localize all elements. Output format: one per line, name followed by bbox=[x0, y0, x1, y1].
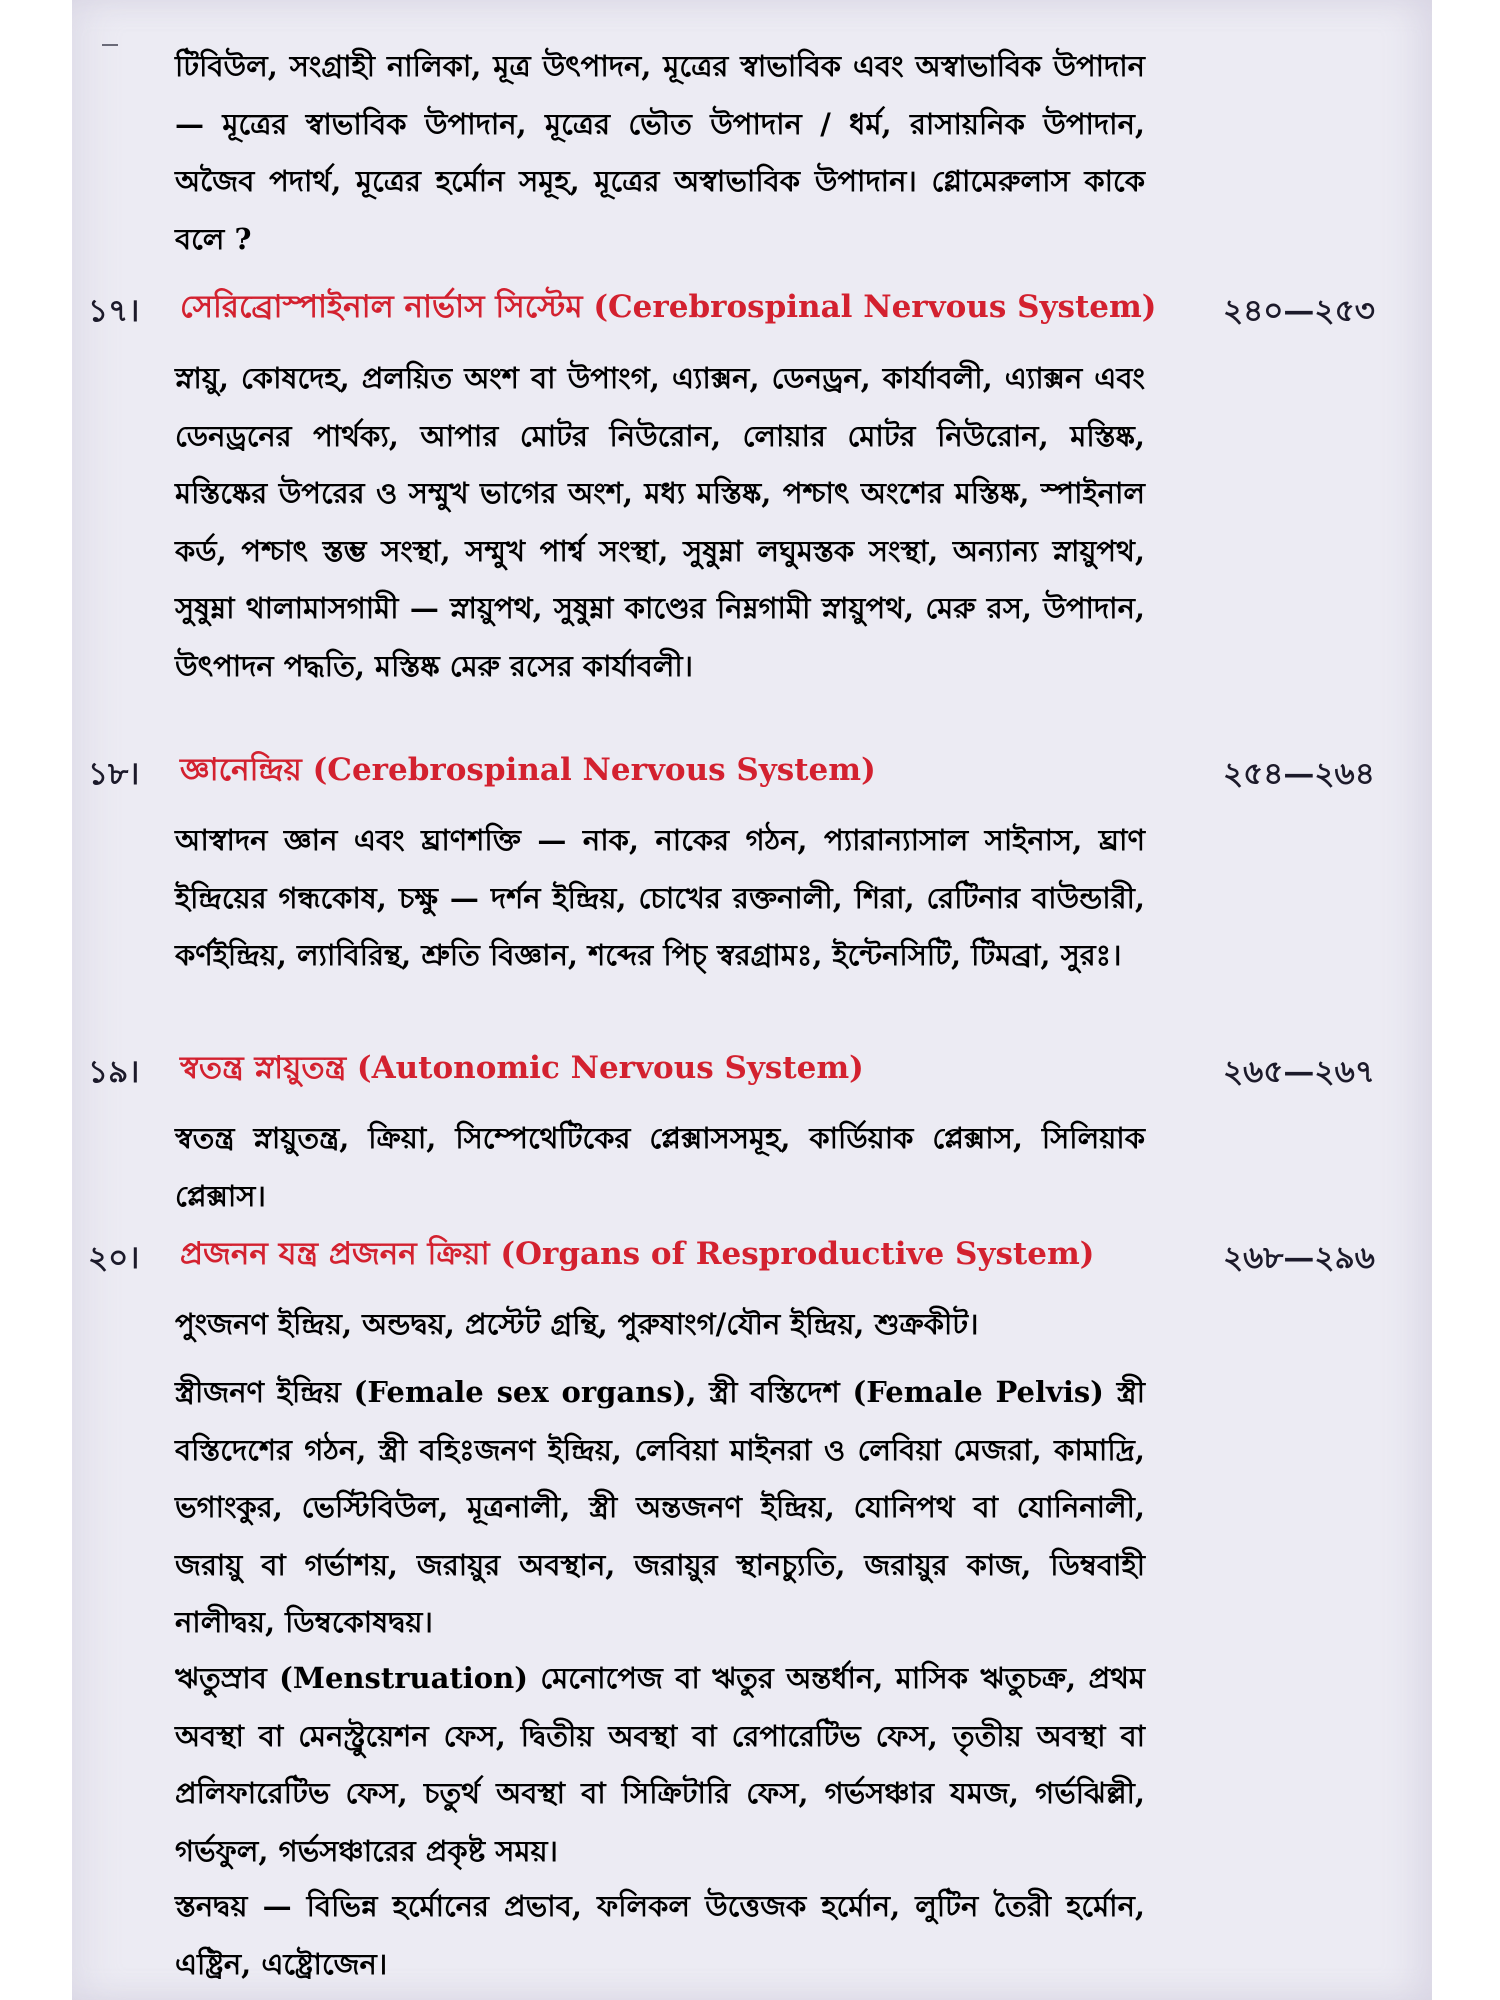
section-body-19 bbox=[175, 1110, 1145, 1225]
section-number: ১৯। bbox=[88, 1054, 140, 1090]
section-heading-17 bbox=[0, 277, 1500, 335]
page-range: ২৬৫—২৬৭ bbox=[1223, 1054, 1375, 1090]
section-paragraph: পুংজনণ ইন্দ্রিয়, অন্ডদ্বয়, প্রস্টেট গ্রন্থি, পুরুষাংগ/যৌন ইন্দ্রিয়, শুক্রকীট। bbox=[175, 1307, 979, 1341]
section-body-18 bbox=[175, 812, 1145, 985]
section-paragraph: স্ত্রীজনণ ইন্দ্রিয় (Female sex organs), স্ত্রী বস্তিদেশ (Female Pelvis) স্ত্রী বস্তিদেশের গঠন, স্ত্রী বহিঃজনণ ইন্দ্রিয়, লেবিয়া মাইনরা ও লেবিয়া মেজরা, কামাদ্রি, ভগাংকুর, ভেস্টিবিউল, মূত্রনালী, স্ত্রী অন্তজনণ ইন্দ্রিয়, যোনিপথ বা যোনিনালী, জরায়ু বা গর্ভাশয়, জরায়ুর অবস্থান, জরায়ুর স্থানচ্যুতি, জরায়ুর কাজ, ডিম্ববাহী নালীদ্বয়, ডিম্বকোষদ্বয়। bbox=[175, 1375, 1145, 1639]
section-paragraph: স্বতন্ত্র স্নায়ুতন্ত্র, ক্রিয়া, সিম্পেথেটিকের প্লেক্সাসসমূহ, কার্ডিয়াক প্লেক্সাস, সিলিয়াক প্লেক্সাস। bbox=[175, 1121, 1145, 1213]
section-paragraph: স্নায়ু, কোষদেহ, প্রলয়িত অংশ বা উপাংগ, এ্যাক্সন, ডেনড্রন, কার্যাবলী, এ্যাক্সন এবং ডেনড্রনের পার্থক্য, আপার মোটর নিউরোন, লোয়ার মোটর নিউরোন, মস্তিষ্ক, মস্তিষ্কের উপরের ও সম্মুখ ভাগের অংশ, মধ্য মস্তিষ্ক, পশ্চাৎ অংশের মস্তিষ্ক, স্পাইনাল কর্ড, পশ্চাৎ স্তম্ভ সংস্থা, সম্মুখ পার্শ্ব সংস্থা, সুষুম্না লঘুমস্তক সংস্থা, অন্যান্য স্নায়ুপথ, সুষুম্না থালামাসগামী — স্নায়ুপথ, সুষুম্না কাণ্ডের নিম্নগামী স্নায়ুপথ, মেরু রস, উপাদান, উৎপাদন পদ্ধতি, মস্তিষ্ক মেরু রসের কার্যাবলী। bbox=[175, 361, 1145, 683]
intro-paragraph: টিবিউল, সংগ্রাহী নালিকা, মূত্র উৎপাদন, মূত্রের স্বাভাবিক এবং অস্বাভাবিক উপাদান — মূত্রের স্বাভাবিক উপাদান, মূত্রের ভৌত উপাদান / ধর্ম, রাসায়নিক উপাদান, অজৈব পদার্থ, মূত্রের হর্মোন সমূহ, মূত্রের অস্বাভাবিক উপাদান। গ্লোমেরুলাস কাকে বলে ? bbox=[175, 49, 1145, 256]
section-number: ১৮। bbox=[88, 756, 140, 792]
page-range: ২৫৪—২৬৪ bbox=[1223, 756, 1375, 792]
section-heading-20 bbox=[0, 1224, 1500, 1282]
margin-mark bbox=[102, 44, 118, 46]
section-title: জ্ঞানেন্দ্রিয় (Cerebrospinal Nervous System) bbox=[180, 752, 876, 788]
section-body-20b bbox=[175, 1364, 1145, 1652]
section-paragraph: আস্বাদন জ্ঞান এবং ঘ্রাণশক্তি — নাক, নাকের গঠন, প্যারান্যাসাল সাইনাস, ঘ্রাণ ইন্দ্রিয়ের গন্ধকোষ, চক্ষু — দর্শন ইন্দ্রিয়, চোখের রক্তনালী, শিরা, রেটিনার বাউন্ডারী, কর্ণইন্দ্রিয়, ল্যাবিরিন্থ, শ্রুতি বিজ্ঞান, শব্দের পিচ্ স্বরগ্রামঃ, ইন্টেনসিটি, টিমব্রা, সুরঃ। bbox=[175, 823, 1145, 972]
section-heading-19 bbox=[0, 1038, 1500, 1096]
section-number: ১৭। bbox=[88, 293, 140, 329]
section-body-20c bbox=[175, 1650, 1145, 1880]
page-range: ২৪০—২৫৩ bbox=[1223, 293, 1375, 329]
section-heading-18 bbox=[0, 740, 1500, 798]
section-title: প্রজনন যন্ত্র প্রজনন ক্রিয়া (Organs of Resproductive System) bbox=[180, 1236, 1095, 1272]
intro-block bbox=[175, 38, 1145, 268]
section-title: স্বতন্ত্র স্নায়ুতন্ত্র (Autonomic Nervous System) bbox=[180, 1050, 864, 1086]
section-body-20d bbox=[175, 1878, 1145, 1993]
section-body-17 bbox=[175, 350, 1145, 695]
section-paragraph: ঋতুস্রাব (Menstruation) মেনোপেজ বা ঋতুর অন্তর্ধান, মাসিক ঋতুচক্র, প্রথম অবস্থা বা মেনস্ট্রুয়েশন ফেস, দ্বিতীয় অবস্থা বা রেপারেটিভ ফেস, তৃতীয় অবস্থা বা প্রলিফারেটিভ ফেস, চতুর্থ অবস্থা বা সিক্রিটারি ফেস, গর্ভসঞ্চার যমজ, গর্ভঝিল্লী, গর্ভফুল, গর্ভসঞ্চারের প্রকৃষ্ট সময়। bbox=[175, 1661, 1145, 1868]
page-range: ২৬৮—২৯৬ bbox=[1223, 1240, 1375, 1276]
section-title: সেরিব্রোস্পাইনাল নার্ভাস সিস্টেম (Cerebrospinal Nervous System) bbox=[180, 289, 1157, 325]
section-number: ২০। bbox=[88, 1240, 140, 1276]
section-body-20a bbox=[175, 1296, 1145, 1354]
section-paragraph: স্তনদ্বয় — বিভিন্ন হর্মোনের প্রভাব, ফলিকল উত্তেজক হর্মোন, লুটিন তৈরী হর্মোন, এষ্ট্রিন, এষ্ট্রোজেন। bbox=[175, 1889, 1145, 1981]
